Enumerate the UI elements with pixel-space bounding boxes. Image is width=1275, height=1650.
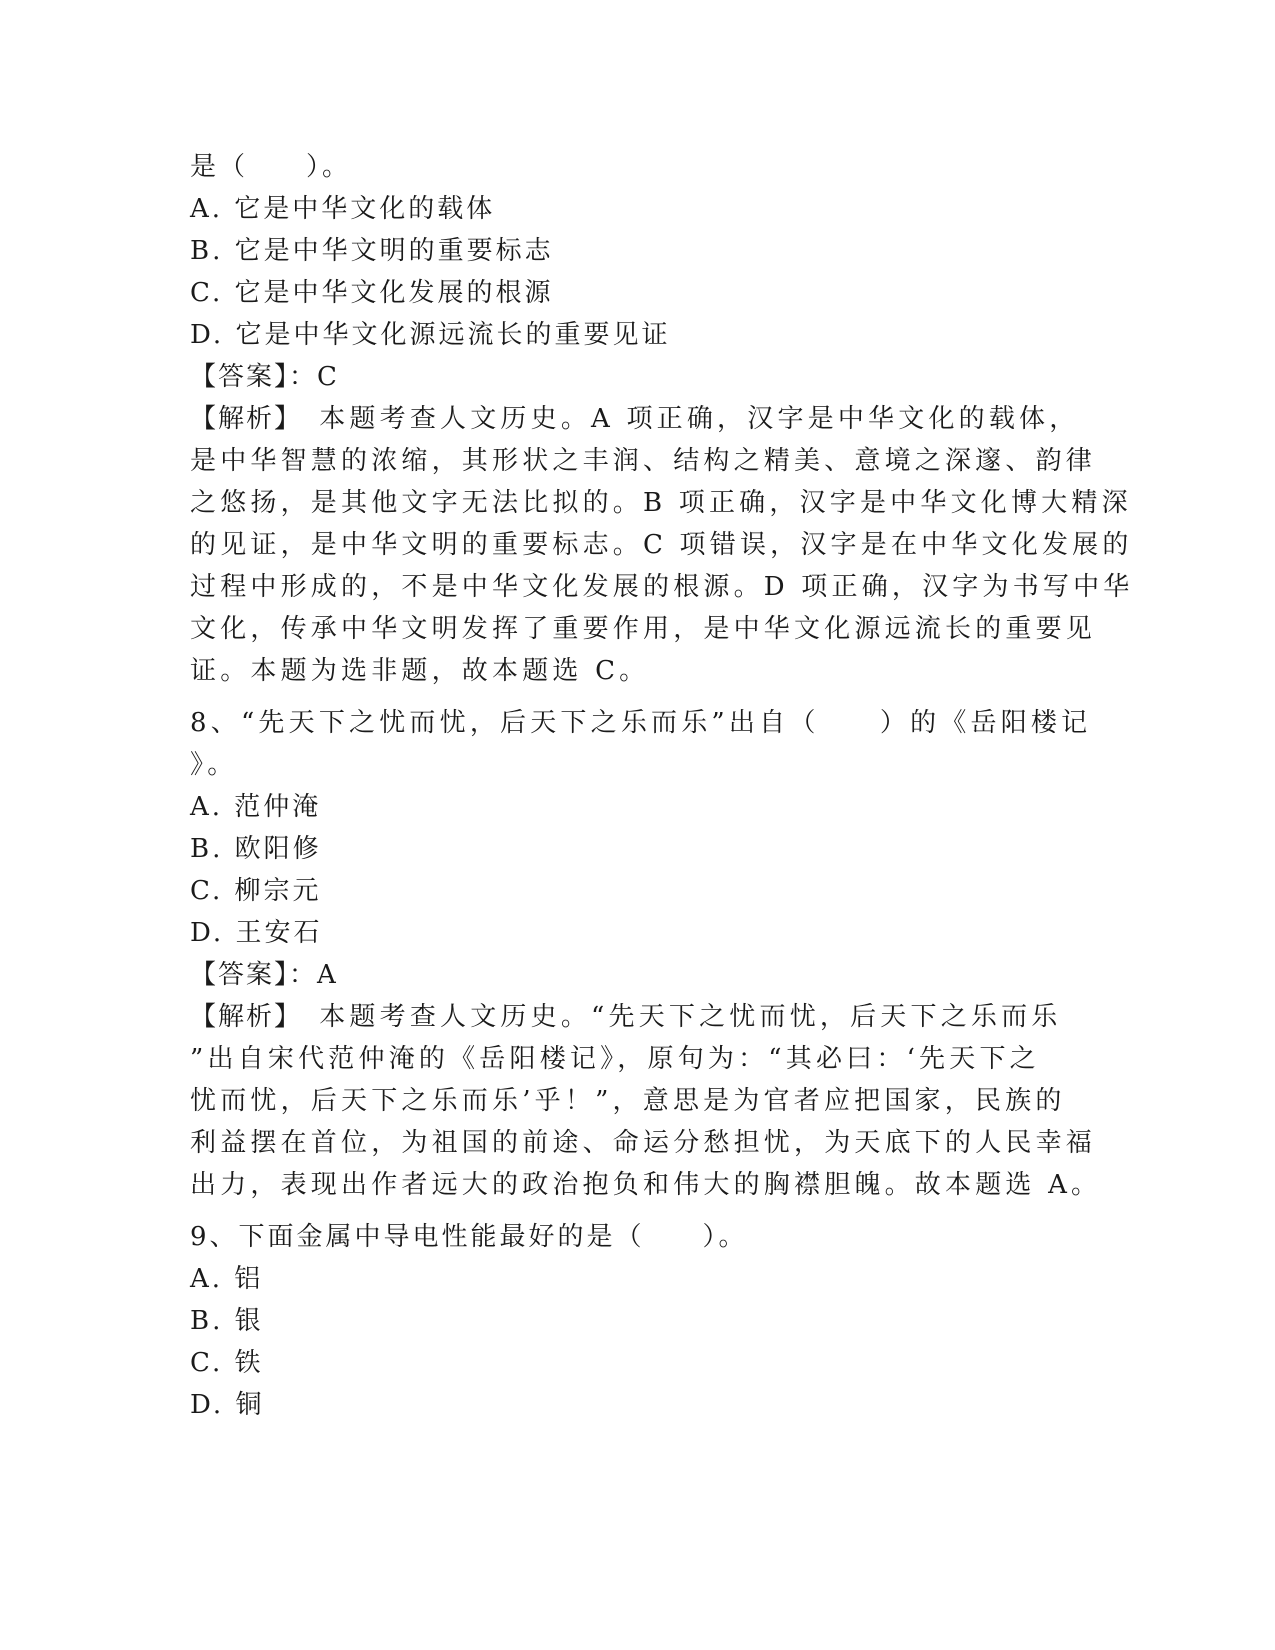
option-a: A. 范仲淹: [190, 792, 322, 822]
question-stem: 9、下面金属中导电性能最好的是（ ）。: [190, 1222, 748, 1252]
question-7: [190, 146, 1134, 692]
analysis-label: 【解析】: [190, 404, 290, 434]
analysis-line: 忧而忧，后天下之乐而乐’乎！”，意思是为官者应把国家，民族的: [190, 1086, 1066, 1116]
analysis-line: 是中华智慧的浓缩，其形状之丰润、结构之精美、意境之深邃、韵律: [190, 446, 1097, 476]
option-c: C. 它是中华文化发展的根源: [190, 278, 554, 308]
analysis-line: [190, 398, 1090, 440]
option-b: B. 欧阳修: [190, 834, 322, 864]
analysis-line: 文化，传承中华文明发挥了重要作用，是中华文化源远流长的重要见: [190, 614, 1097, 644]
analysis-line: 过程中形成的，不是中华文化发展的根源。D 项正确，汉字为书写中华: [190, 572, 1134, 602]
question-stem-line: 8、“先天下之忧而忧，后天下之乐而乐”出自（ ）的《岳阳楼记: [190, 708, 1092, 738]
option-b: B. 它是中华文明的重要标志: [190, 236, 554, 266]
option-a: A. 它是中华文化的载体: [190, 194, 496, 224]
option-c: C. 柳宗元: [190, 876, 322, 906]
document-page: [190, 146, 1134, 1426]
analysis: [190, 398, 1134, 692]
analysis-text: 本题考查人文历史。A 项正确，汉字是中华文化的载体，: [289, 404, 1080, 434]
analysis: [190, 996, 1102, 1206]
analysis-line: 的见证，是中华文明的重要标志。C 项错误，汉字是在中华文化发展的: [190, 530, 1133, 560]
question-stem-tail: 是（ ）。: [190, 152, 352, 182]
analysis-text: 本题考查人文历史。“先天下之忧而忧，后天下之乐而乐: [289, 1002, 1062, 1032]
analysis-line: 之悠扬，是其他文字无法比拟的。B 项正确，汉字是中华文化博大精深: [190, 488, 1132, 518]
answer-label: 【答案】：: [190, 362, 318, 392]
question-8: [190, 702, 1102, 1206]
option-d: D. 它是中华文化源远流长的重要见证: [190, 320, 671, 350]
option-d: D. 王安石: [190, 918, 323, 948]
answer-line: [190, 356, 1090, 398]
analysis-line: ”出自宋代范仲淹的《岳阳楼记》，原句为：“其必曰：‘先天下之: [190, 1044, 1040, 1074]
analysis-line: 出力，表现出作者远大的政治抱负和伟大的胸襟胆魄。故本题选 A。: [190, 1170, 1102, 1200]
analysis-line: 证。本题为选非题，故本题选 C。: [190, 656, 650, 686]
answer-line: [190, 954, 1090, 996]
question-9: [190, 1216, 1090, 1426]
answer-label: 【答案】：: [190, 960, 318, 990]
analysis-line: 利益摆在首位，为祖国的前途、命运分愁担忧，为天底下的人民幸福: [190, 1128, 1097, 1158]
analysis-label: 【解析】: [190, 1002, 290, 1032]
option-a: A. 铝: [190, 1264, 264, 1294]
answer-value: A: [317, 960, 339, 990]
option-c: C. 铁: [190, 1348, 264, 1378]
option-b: B. 银: [190, 1306, 264, 1336]
analysis-line: [190, 996, 1090, 1038]
question-stem-line: 》。: [190, 750, 238, 780]
answer-value: C: [317, 362, 340, 392]
option-d: D. 铜: [190, 1390, 265, 1420]
question-stem: [190, 702, 1090, 786]
